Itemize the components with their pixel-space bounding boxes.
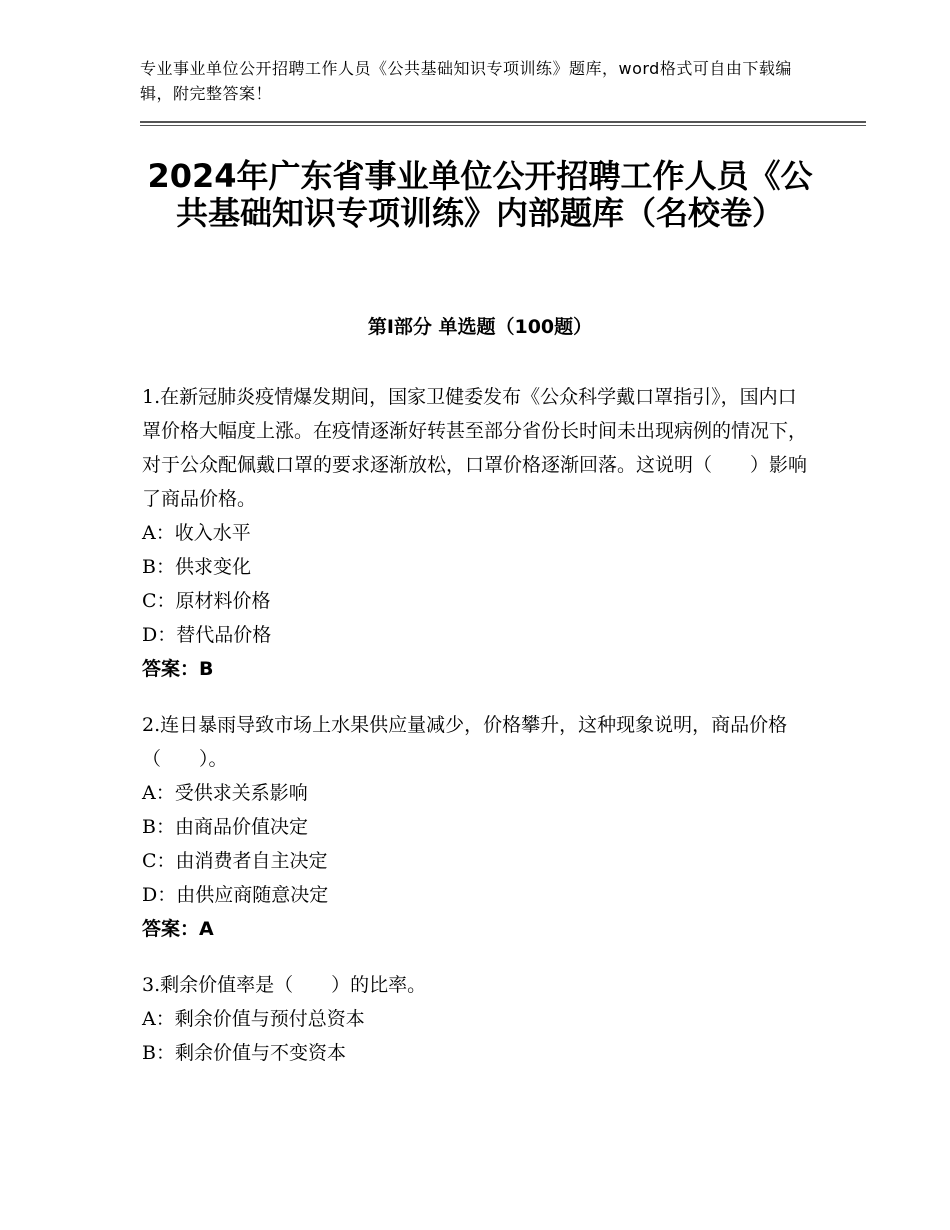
question-list — [142, 380, 807, 1092]
option-a: A：受供求关系影响 — [142, 782, 308, 804]
header-rule-thin — [140, 125, 866, 126]
question-stem: 1.在新冠肺炎疫情爆发期间，国家卫健委发布《公众科学戴口罩指引》，国内口罩价格大幅度上涨。在疫情逐渐好转甚至部分省份长时间未出现病例的情况下，对于公众配佩戴口罩的要求逐渐放松，口罩价格逐渐回落。这说明（ ）影响了商品价格。 — [142, 386, 808, 510]
document-title: 2024年广东省事业单位公开招聘工作人员《公共基础知识专项训练》内部题库（名校卷） — [147, 157, 813, 232]
option-d: D：替代品价格 — [142, 624, 272, 646]
option-a: A：剩余价值与预付总资本 — [142, 1008, 365, 1030]
question-1 — [142, 380, 807, 686]
option-c: C：由消费者自主决定 — [142, 850, 328, 872]
header-rule-thick — [140, 121, 866, 123]
question-stem: 3.剩余价值率是（ ）的比率。 — [142, 974, 427, 996]
header-note: 专业事业单位公开招聘工作人员《公共基础知识专项训练》题库，word格式可自由下载编辑，附完整答案！ — [140, 59, 792, 103]
option-d: D：由供应商随意决定 — [142, 884, 329, 906]
answer-line: 答案：B — [142, 658, 214, 680]
question-stem: 2.连日暴雨导致市场上水果供应量减少，价格攀升，这种现象说明，商品价格（ ）。 — [142, 714, 788, 770]
section-heading: 第Ⅰ部分 单选题（100题） — [367, 316, 593, 338]
option-b: B：供求变化 — [142, 556, 251, 578]
option-b: B：由商品价值决定 — [142, 816, 308, 838]
option-b: B：剩余价值与不变资本 — [142, 1042, 346, 1064]
question-2 — [142, 708, 807, 946]
option-c: C：原材料价格 — [142, 590, 271, 612]
option-a: A：收入水平 — [142, 522, 251, 544]
answer-line: 答案：A — [142, 918, 214, 940]
question-3 — [142, 968, 807, 1070]
